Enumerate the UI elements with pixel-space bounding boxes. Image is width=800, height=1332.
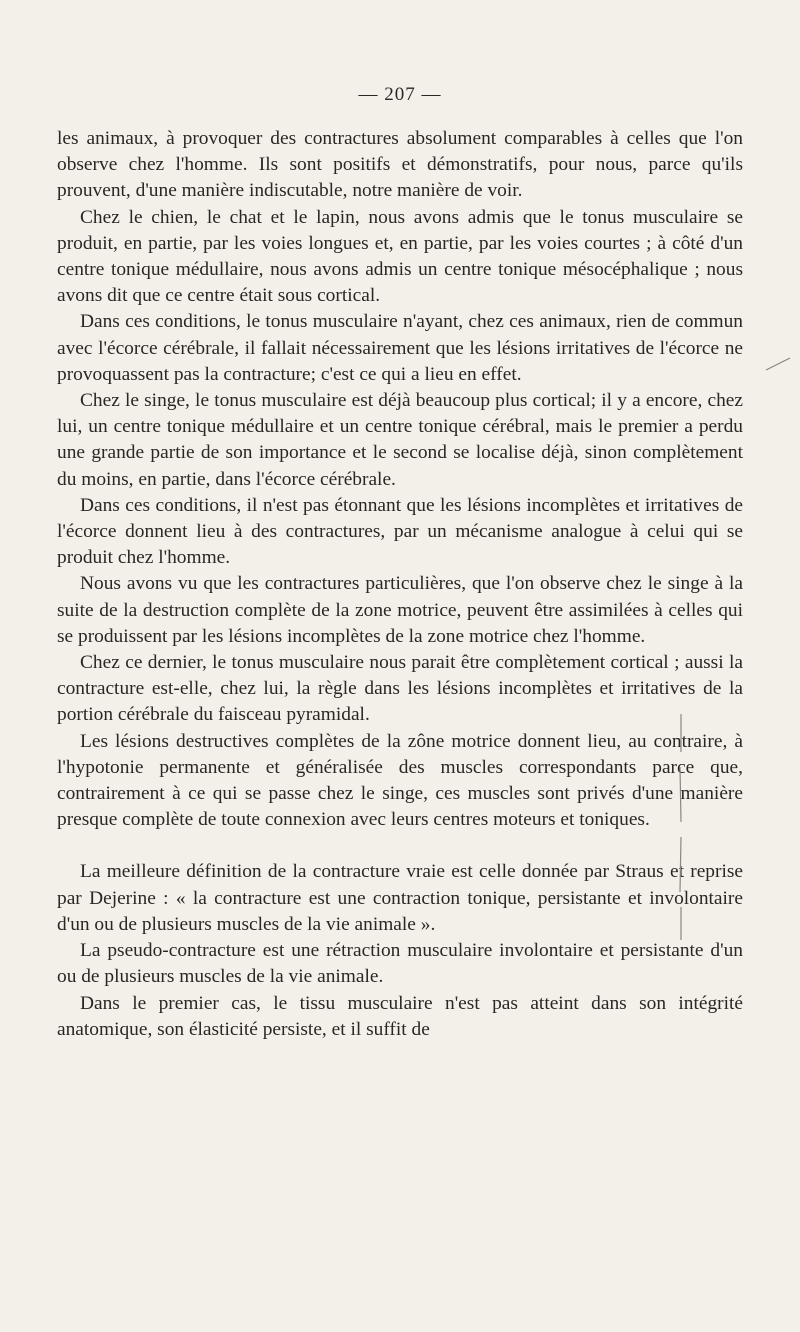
paragraph-8: Les lésions destructives complètes de la zône motrice donnent lieu, au contraire, à l'hypotonie permanente et généralisée des muscles correspondants parce que, contrairement à ce qui se passe chez le singe, ces muscles sont privés d'une manière presque complète de toute connexion avec leurs centres moteurs et toniques.: [57, 730, 743, 831]
paragraph-9: La meilleure définition de la contracture vraie est celle donnée par Straus et reprise par Dejerine : « la contracture est une contraction tonique, persistante et involontaire d'un ou de plusieurs muscles de la vie animale ».: [57, 861, 743, 935]
page-number: — 207 —: [358, 84, 442, 105]
paragraph-1: les animaux, à provoquer des contractures absolument comparables à celles que l'on observe chez l'homme. Ils sont positifs et démonstratifs, pour nous, parce qu'ils prouvent, d'une manière indiscutable, notre manière de voir.: [57, 128, 743, 202]
paragraph-6: Nous avons vu que les contractures particulières, que l'on observe chez le singe à la suite de la destruction complète de la zone motrice, peuvent être assimilées à celles qui se produissent par les lésions incomplètes de la zone motrice chez l'homme.: [57, 573, 743, 647]
margin-pencil-line-icon: [678, 712, 684, 942]
body-text: [57, 126, 743, 1043]
paragraph-11: Dans le premier cas, le tissu musculaire n'est pas atteint dans son intégrité anatomique, son élasticité persiste, et il suffit de: [57, 992, 743, 1040]
paragraph-3: Dans ces conditions, le tonus musculaire n'ayant, chez ces animaux, rien de commun avec l'écorce cérébrale, il fallait nécessairement que les lésions irritatives de l'écorce ne provoquassent pas la contracture; c'est ce qui a lieu en effet.: [57, 311, 743, 385]
paragraph-5: Dans ces conditions, il n'est pas étonnant que les lésions incomplètes et irritatives de l'écorce donnent lieu à des contractures, par un mécanisme analogue à celui qui se produit chez l'homme.: [57, 494, 743, 569]
paragraph-2: Chez le chien, le chat et le lapin, nous avons admis que le tonus musculaire se produit, en partie, par les voies longues et, en partie, par les voies courtes ; à côté d'un centre tonique médullaire, nous avons admis un centre tonique mésocéphalique ; nous avons dit que ce centre était sous cortical.: [57, 206, 743, 307]
pencil-mark-icon: [764, 356, 792, 372]
paragraph-4: Chez le singe, le tonus musculaire est déjà beaucoup plus cortical; il y a encore, chez lui, un centre tonique médullaire et un centre tonique cérébral, mais le premier a perdu une grande partie de son importance et le second se localise déjà, sinon complètement du moins, en partie, dans l'écorce cérébrale.: [57, 390, 743, 490]
paragraph-10: La pseudo-contracture est une rétraction musculaire involontaire et persistante d'un ou de plusieurs muscles de la vie animale.: [57, 940, 743, 988]
paragraph-7: Chez ce dernier, le tonus musculaire nous parait être complètement cortical ; aussi la contracture est-elle, chez lui, la règle dans les lésions incomplètes et irritatives de la portion cérébrale du faisceau pyramidal.: [57, 652, 743, 726]
